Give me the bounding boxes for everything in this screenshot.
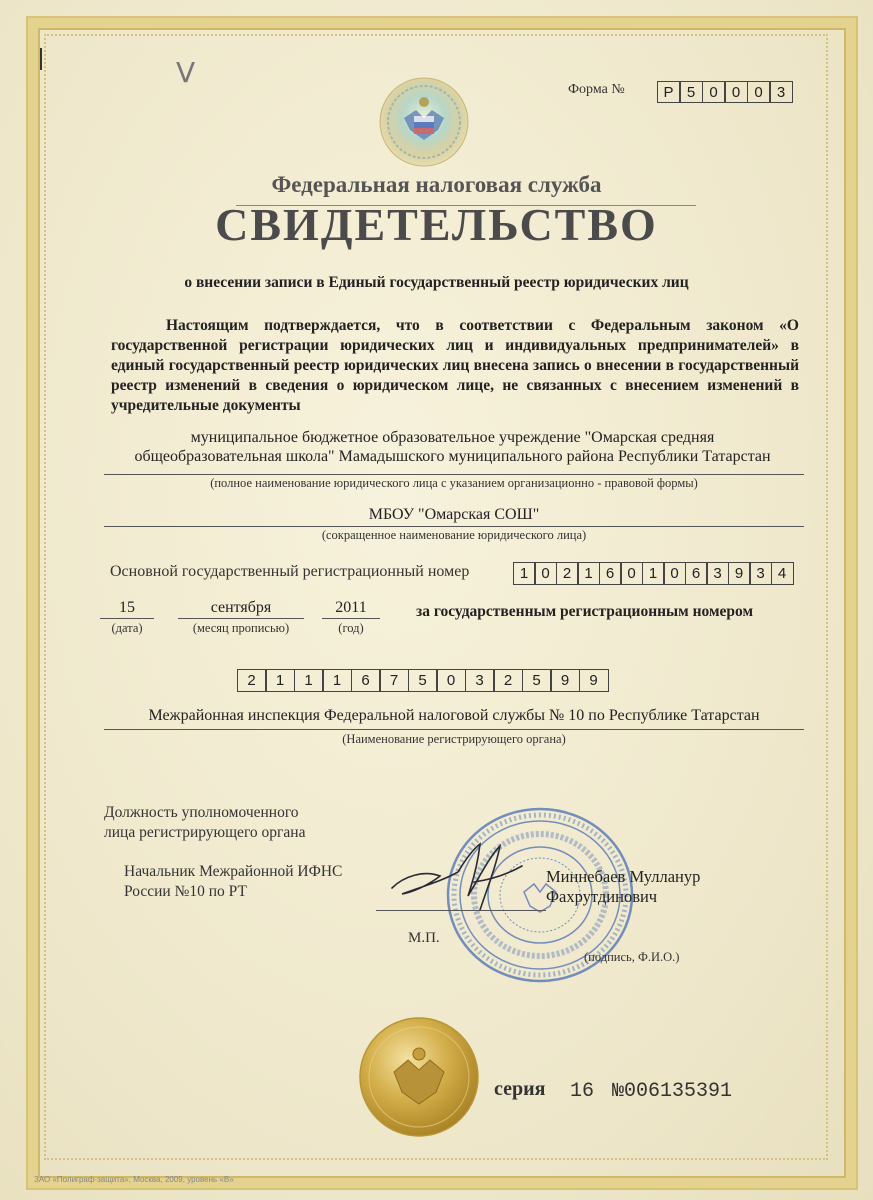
handwritten-check-mark: V — [176, 56, 196, 89]
ogrn-digit: 3 — [706, 562, 729, 585]
month-underline — [178, 618, 304, 619]
day-caption: (дата) — [111, 621, 143, 635]
short-name-caption: (сокращенное наименование юридического лица) — [321, 528, 587, 542]
official-position — [124, 862, 342, 902]
year-underline — [322, 618, 380, 619]
seal-place-label: М.П. — [408, 930, 440, 946]
form-number-boxes — [658, 81, 793, 103]
certificate-number: №006135391 — [612, 1080, 733, 1103]
document-subtitle: о внесении записи в Единый государственный реестр юридических лиц — [184, 274, 689, 291]
grn-label: за государственным регистрационным номером — [416, 603, 754, 620]
full-name-caption: (полное наименование юридического лица с указанием организационно - правовой формы) — [210, 476, 698, 490]
ogrn-digit: 0 — [620, 562, 643, 585]
hologram-emblem-icon — [376, 74, 472, 170]
date-year: 2011 — [335, 599, 367, 616]
ogrn-digit: 1 — [642, 562, 665, 585]
grn-digit: 0 — [436, 669, 466, 692]
grn-digit: 1 — [322, 669, 352, 692]
year-caption: (год) — [338, 621, 364, 635]
ogrn-digit: 1 — [513, 562, 536, 585]
form-code-digit: 0 — [747, 81, 771, 103]
official-position-line-1: Начальник Межрайонной ИФНС — [124, 863, 343, 880]
short-name-underline — [104, 526, 804, 527]
official-name-line-2: Фахрутдинович — [546, 887, 658, 906]
grn-digit: 2 — [237, 669, 267, 692]
ogrn-digit: 3 — [749, 562, 772, 585]
grn-digit: 2 — [493, 669, 523, 692]
series-value: 16 — [570, 1080, 595, 1103]
ogrn-digit: 2 — [556, 562, 579, 585]
grn-digit: 3 — [465, 669, 495, 692]
authority-underline — [104, 729, 804, 730]
date-day: 15 — [119, 599, 135, 616]
entity-full-name-line-1: муниципальное бюджетное образовательное учреждение "Омарская средняя — [190, 429, 715, 446]
official-name-line-1: Миннебаев Мулланур — [546, 867, 701, 886]
scan-edge-mark — [40, 48, 42, 70]
grn-digit: 1 — [294, 669, 324, 692]
position-label — [104, 803, 305, 843]
agency-name: Федеральная налоговая служба — [271, 172, 602, 197]
entity-full-name — [105, 428, 800, 466]
form-number-label: Форма № — [568, 82, 625, 97]
signature-caption: (подпись, Ф.И.О.) — [584, 950, 680, 964]
ogrn-digit: 6 — [685, 562, 708, 585]
form-code-digit: 0 — [724, 81, 748, 103]
ogrn-boxes — [514, 562, 794, 585]
certification-paragraph: Настоящим подтверждается, что в соответствии с Федеральным законом «О государственной регистрации юридических лиц и индивидуальных предпринимателей» в единый государственный реестр юридических лиц внесена запись о внесении в государственный реестр изменений в сведения о юридическом лице, не связанных с внесением изменений в учредительные документы — [111, 317, 799, 414]
document-title: СВИДЕТЕЛЬСТВО — [215, 199, 658, 250]
ogrn-label: Основной государственный регистрационный номер — [110, 563, 470, 580]
registering-authority: Межрайонная инспекция Федеральной налоговой службы № 10 по Республике Татарстан — [148, 707, 760, 724]
grn-digit: 9 — [550, 669, 580, 692]
position-label-line-1: Должность уполномоченного — [104, 804, 299, 821]
date-month: сентября — [210, 599, 272, 616]
grn-digit: 1 — [265, 669, 295, 692]
official-name — [546, 867, 700, 907]
ogrn-digit: 0 — [534, 562, 557, 585]
full-name-underline — [104, 474, 804, 475]
grn-digit: 7 — [379, 669, 409, 692]
signature-line — [376, 910, 546, 911]
handwritten-signature-icon — [384, 836, 534, 916]
gold-seal-icon — [358, 1016, 480, 1138]
ogrn-digit: 0 — [663, 562, 686, 585]
ogrn-digit: 9 — [728, 562, 751, 585]
form-code-digit: 5 — [679, 81, 703, 103]
entity-full-name-line-2: общеобразовательная школа" Мамадышского муниципального района Республики Татарстан — [134, 448, 771, 465]
form-code-digit: Р — [657, 81, 681, 103]
day-underline — [100, 618, 154, 619]
ogrn-digit: 1 — [577, 562, 600, 585]
month-caption: (месяц прописью) — [192, 621, 290, 635]
grn-digit: 9 — [579, 669, 609, 692]
authority-caption: (Наименование регистрирующего органа) — [342, 732, 566, 746]
printer-imprint: ЗАО «Полиграф-защита», Москва, 2009, уровень «В» — [34, 1175, 234, 1184]
official-position-line-2: России №10 по РТ — [124, 883, 247, 900]
ogrn-digit: 4 — [771, 562, 794, 585]
grn-boxes — [238, 669, 609, 692]
position-label-line-2: лица регистрирующего органа — [104, 824, 306, 841]
form-code-digit: 3 — [769, 81, 793, 103]
grn-digit: 5 — [408, 669, 438, 692]
grn-digit: 5 — [522, 669, 552, 692]
grn-digit: 6 — [351, 669, 381, 692]
ogrn-digit: 6 — [599, 562, 622, 585]
series-label: серия — [494, 1078, 546, 1100]
form-code-digit: 0 — [702, 81, 726, 103]
entity-short-name: МБОУ "Омарская СОШ" — [368, 506, 540, 523]
